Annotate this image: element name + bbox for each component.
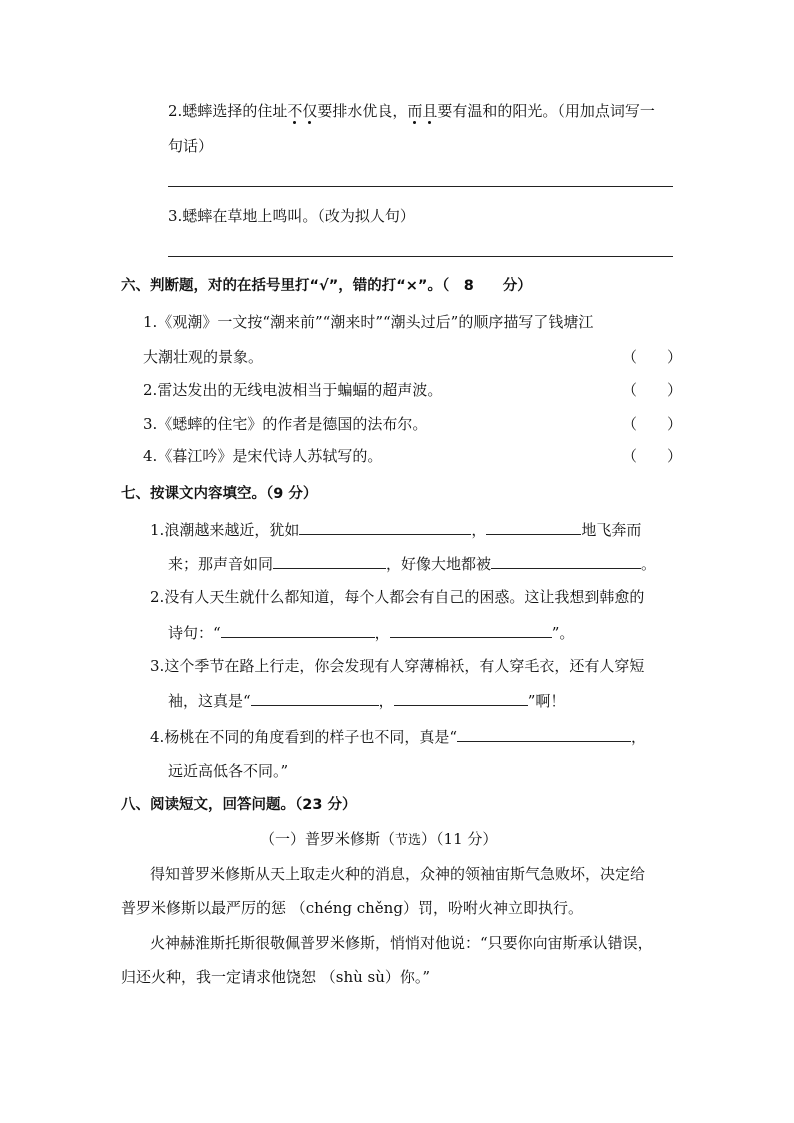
q7-3-text-d: ”啊！ xyxy=(527,692,566,710)
q7-3-text-c: ， xyxy=(378,692,394,710)
q7-3-line2 xyxy=(168,690,565,711)
q7-1-text-f: 。 xyxy=(641,555,657,573)
q6-4 xyxy=(143,446,382,466)
passage-paragraph-2-line1: 火神赫淮斯托斯很敬佩普罗米修斯，悄悄对他说：“只要你向宙斯承认错误， xyxy=(150,934,653,952)
q7-4-number: 4. xyxy=(150,728,165,746)
q6-2-text: 雷达发出的无线电波相当于蝙蝠的超声波。 xyxy=(157,381,443,399)
answer-paren[interactable]: （ ） xyxy=(622,381,683,399)
passage-title-excerpt: 节选 xyxy=(395,833,422,848)
q6-2-number: 2. xyxy=(143,381,158,399)
q7-2-line2 xyxy=(168,622,574,643)
q7-2-text-d: ”。 xyxy=(551,624,575,642)
q6-3-text: 《蟋蟀的住宅》的作者是德国的法布尔。 xyxy=(157,415,428,433)
q5-2-text-pre: 蟋蟀选择的住址 xyxy=(182,102,288,120)
fill-blank[interactable] xyxy=(273,553,386,569)
q6-4-number: 4. xyxy=(143,447,158,465)
q5-2-number: 2. xyxy=(168,102,183,120)
fill-blank[interactable] xyxy=(457,726,631,742)
answer-paren[interactable]: （ ） xyxy=(622,348,683,366)
q5-2-line2: 句话） xyxy=(168,137,214,155)
answer-line[interactable] xyxy=(168,256,673,257)
fill-blank[interactable] xyxy=(394,690,528,706)
fill-blank[interactable] xyxy=(491,553,641,569)
q7-1-line2 xyxy=(168,553,656,574)
q6-2 xyxy=(143,380,442,400)
q6-1-line1 xyxy=(143,312,593,332)
fill-blank[interactable] xyxy=(486,519,581,535)
q5-2-text-mid: 要排水优良， xyxy=(317,102,408,120)
emphasis-dot-word: 而 xyxy=(407,102,423,120)
q6-4-text: 《暮江吟》是宋代诗人苏轼写的。 xyxy=(157,447,383,465)
q7-2-line1 xyxy=(150,587,644,607)
q6-1-line2: 大潮壮观的景象。 xyxy=(143,348,264,366)
passage-paragraph-1-line1: 得知普罗米修斯从天上取走火种的消息，众神的领袖宙斯气急败坏，决定给 xyxy=(150,865,646,883)
answer-paren[interactable]: （ ） xyxy=(622,447,683,465)
fill-blank[interactable] xyxy=(221,622,375,638)
emphasis-dot-word: 且 xyxy=(422,102,438,120)
q7-1-text-a: 浪潮越来越近，犹如 xyxy=(164,521,300,539)
q7-1-text-b: ， xyxy=(471,521,487,539)
q7-4-text-a: 杨桃在不同的角度看到的样子也不同，真是“ xyxy=(164,728,457,746)
passage-paragraph-1-line2: 普罗米修斯以最严厉的惩 （chéng chěng）罚，吩咐火神立即执行。 xyxy=(121,899,583,917)
emphasis-dot-word: 仅 xyxy=(302,102,318,120)
fill-blank[interactable] xyxy=(251,690,379,706)
passage-paragraph-2-line2: 归还火种，我一定请求他饶恕 （shù sù）你。” xyxy=(121,968,431,986)
passage-title-main: （一）普罗米修斯（ xyxy=(260,830,396,848)
q7-4-text-b: ， xyxy=(630,728,646,746)
q7-3-line1 xyxy=(150,656,644,676)
q5-3-text: 蟋蟀在草地上鸣叫。（改为拟人句） xyxy=(182,207,415,225)
q7-2-text-a: 没有人天生就什么都知道，每个人都会有自己的困惑。这让我想到韩愈的 xyxy=(164,588,645,606)
answer-paren[interactable]: （ ） xyxy=(622,415,683,433)
q5-2-line1 xyxy=(168,101,655,121)
fill-blank[interactable] xyxy=(390,622,552,638)
q7-3-number: 3. xyxy=(150,657,165,675)
q7-3-text-b: 袖，这真是“ xyxy=(168,692,251,710)
answer-line[interactable] xyxy=(168,186,673,187)
q7-2-number: 2. xyxy=(150,588,165,606)
fill-blank[interactable] xyxy=(299,519,471,535)
section-7-heading: 七、按课文内容填空。（9 分） xyxy=(121,486,318,502)
q7-2-text-c: ， xyxy=(374,624,390,642)
section-8-heading: 八、阅读短文，回答问题。（23 分） xyxy=(121,797,357,813)
q7-2-text-b: 诗句：“ xyxy=(168,624,221,642)
q7-1-text-e: ，好像大地都被 xyxy=(386,555,492,573)
section-6-heading: 六、判断题，对的在括号里打“√”，错的打“×”。（ 8 分） xyxy=(121,278,532,294)
q7-4-line1 xyxy=(150,726,646,747)
q7-1-line1 xyxy=(150,519,641,540)
q7-4-line2: 远近高低各不同。” xyxy=(168,762,289,780)
q7-1-number: 1. xyxy=(150,521,165,539)
q7-1-text-d: 来；那声音如同 xyxy=(168,555,274,573)
q5-2-text-post: 要有温和的阳光。（用加点词写一 xyxy=(437,102,655,120)
q5-3-number: 3. xyxy=(168,207,183,225)
passage-title xyxy=(260,829,497,851)
q6-1-text: 《观潮》一文按“潮来前”“潮来时”“潮头过后”的顺序描写了钱塘江 xyxy=(157,313,594,331)
q6-3 xyxy=(143,414,427,434)
passage-title-score: ）（11 分） xyxy=(421,830,498,848)
q7-3-text-a: 这个季节在路上行走，你会发现有人穿薄棉袄，有人穿毛衣，还有人穿短 xyxy=(164,657,645,675)
q6-1-number: 1. xyxy=(143,313,158,331)
q7-1-text-c: 地飞奔而 xyxy=(581,521,642,539)
q5-3 xyxy=(168,206,415,226)
q6-3-number: 3. xyxy=(143,415,158,433)
emphasis-dot-word: 不 xyxy=(287,102,303,120)
